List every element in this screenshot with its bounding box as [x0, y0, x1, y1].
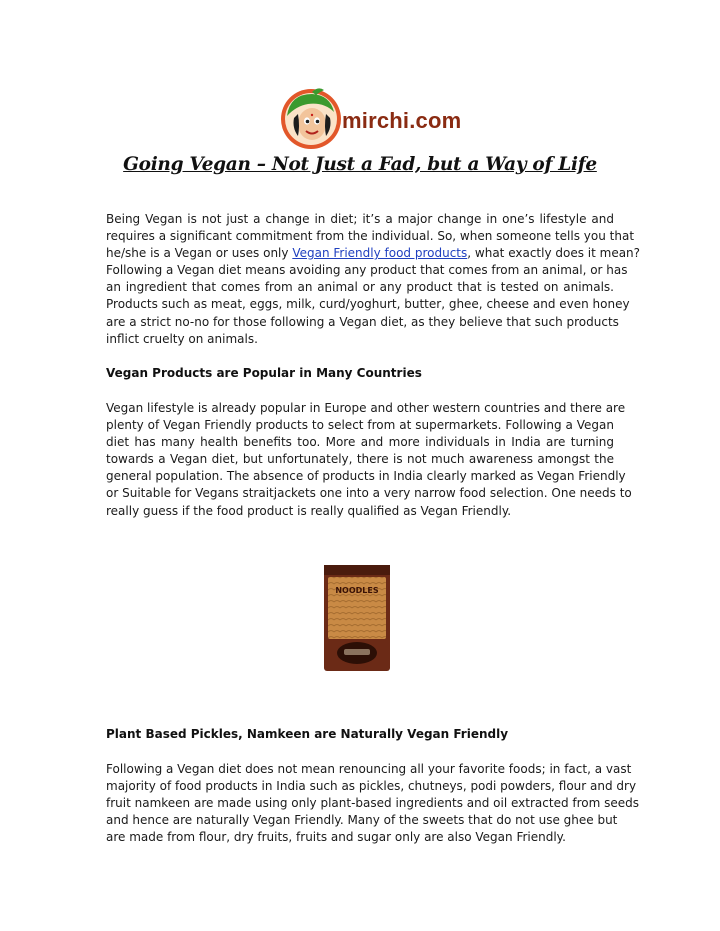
page-title: Going Vegan – Not Just a Fad, but a Way of Life [123, 154, 597, 175]
text-line: Being Vegan is not just a change in diet; it’s a major change in one’s lifestyle and [106, 212, 614, 226]
text-line: Following a Vegan diet does not mean renouncing all your favorite foods; in fact, a vast [106, 762, 632, 776]
section1-paragraph [106, 400, 632, 520]
noodles-package-image [322, 563, 392, 673]
section-heading-pickles: Plant Based Pickles, Namkeen are Naturally Vegan Friendly [106, 727, 509, 741]
text-line: an ingredient that comes from an animal or any product that is tested on animals. [106, 280, 614, 295]
text-line: diet has many health benefits too. More and more individuals in India are turning [106, 435, 614, 450]
text-line: really guess if the food product is really qualified as Vegan Friendly. [106, 503, 512, 518]
package-label: NOODLES [335, 586, 379, 595]
vegan-products-link[interactable]: Vegan Friendly food products [292, 246, 468, 261]
text-line: and hence are naturally Vegan Friendly. Many of the sweets that do not use ghee but [106, 813, 618, 828]
text-line: Following a Vegan diet means avoiding any product that comes from an animal, or has [106, 263, 628, 278]
mirchi-logo [278, 86, 462, 152]
text-line: he/she is a Vegan or uses only Vegan Friendly food products, what exactly does it mean? [106, 246, 641, 261]
text-line: fruit namkeen are made using only plant-based ingredients and oil extracted from seeds [106, 796, 640, 811]
logo-text: mirchi.com [342, 108, 462, 133]
text-line: are made from flour, dry fruits, fruits and sugar only are also Vegan Friendly. [106, 830, 566, 845]
text-line: or Suitable for Vegans straitjackets one into a very narrow food selection. One needs to [106, 486, 632, 501]
text-line: inflict cruelty on animals. [106, 331, 258, 346]
text-line: towards a Vegan diet, but unfortunately, there is not much awareness amongst the [106, 452, 614, 467]
text-line: majority of food products in India such as pickles, chutneys, podi powders, flour and dry [106, 779, 637, 794]
text-line: requires a significant commitment from the individual. So, when someone tells you that [106, 229, 635, 244]
mascot-icon [278, 86, 344, 152]
section2-paragraph [106, 761, 640, 846]
intro-paragraph [106, 211, 641, 348]
text-line: are a strict no-no for those following a Vegan diet, as they believe that such products [106, 314, 619, 329]
text-line: Products such as meat, eggs, milk, curd/yoghurt, butter, ghee, cheese and even honey [106, 297, 630, 312]
text-line: plenty of Vegan Friendly products to select from at supermarkets. Following a Vegan [106, 418, 614, 433]
text-line: general population. The absence of products in India clearly marked as Vegan Friendly [106, 469, 626, 484]
text-line: Vegan lifestyle is already popular in Europe and other western countries and there are [106, 401, 626, 415]
section-heading-popular: Vegan Products are Popular in Many Countries [106, 366, 422, 380]
